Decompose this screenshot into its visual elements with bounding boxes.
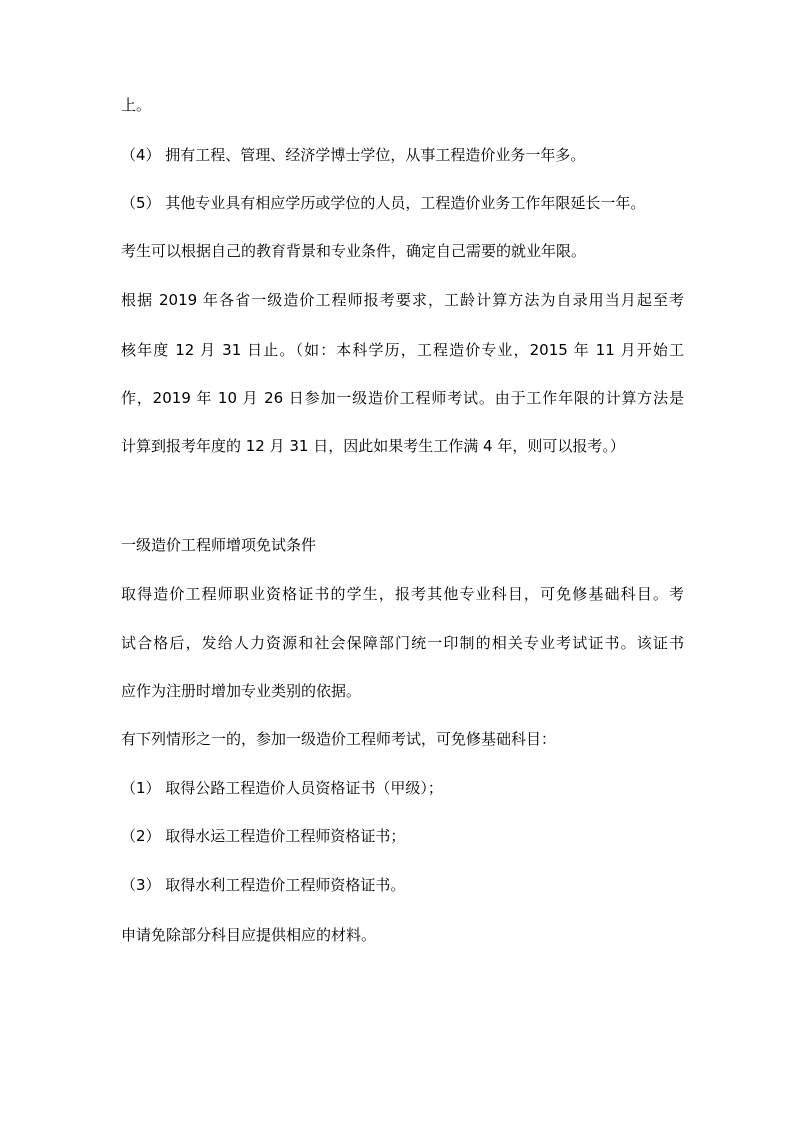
list-item-5: （5） 其他专业具有相应学历或学位的人员，工程造价业务工作年限延长一年。 [121,194,646,212]
paragraph-line: 核年度 12 月 31 日止。（如：本科学历，工程造价专业，2015 年 11 月开始工 [121,341,684,359]
list-item-3: （3） 取得水利工程造价工程师资格证书。 [121,876,406,894]
paragraph-line: 取得造价工程师职业资格证书的学生，报考其他专业科目，可免修基础科目。考 [121,585,684,603]
text-line-continuation: 上。 [121,96,152,114]
paragraph-line: 作，2019 年 10 月 26 日参加一级造价工程师考试。由于工作年限的计算方法是 [121,389,684,407]
paragraph-line: 有下列情形之一的，参加一级造价工程师考试，可免修基础科目： [121,730,557,748]
list-item-1: （1） 取得公路工程造价人员资格证书（甲级）； [121,779,443,797]
paragraph-line: 试合格后，发给人力资源和社会保障部门统一印制的相关专业考试证书。该证书 [121,634,684,652]
paragraph-line: 申请免除部分科目应提供相应的材料。 [121,926,377,944]
paragraph-line: 根据 2019 年各省一级造价工程师报考要求，工龄计算方法为自录用当月起至考 [121,291,684,309]
list-item-4: （4） 拥有工程、管理、经济学博士学位，从事工程造价业务一年多。 [121,146,586,164]
list-item-2: （2） 取得水运工程造价工程师资格证书； [121,827,406,845]
section-heading: 一级造价工程师增项免试条件 [121,536,317,554]
paragraph-line: 应作为注册时增加专业类别的依据。 [121,682,362,700]
paragraph-line: 计算到报考年度的 12 月 31 日，因此如果考生工作满 4 年，则可以报考。） [121,437,625,455]
paragraph-line: 考生可以根据自己的教育背景和专业条件，确定自己需要的就业年限。 [121,242,587,260]
